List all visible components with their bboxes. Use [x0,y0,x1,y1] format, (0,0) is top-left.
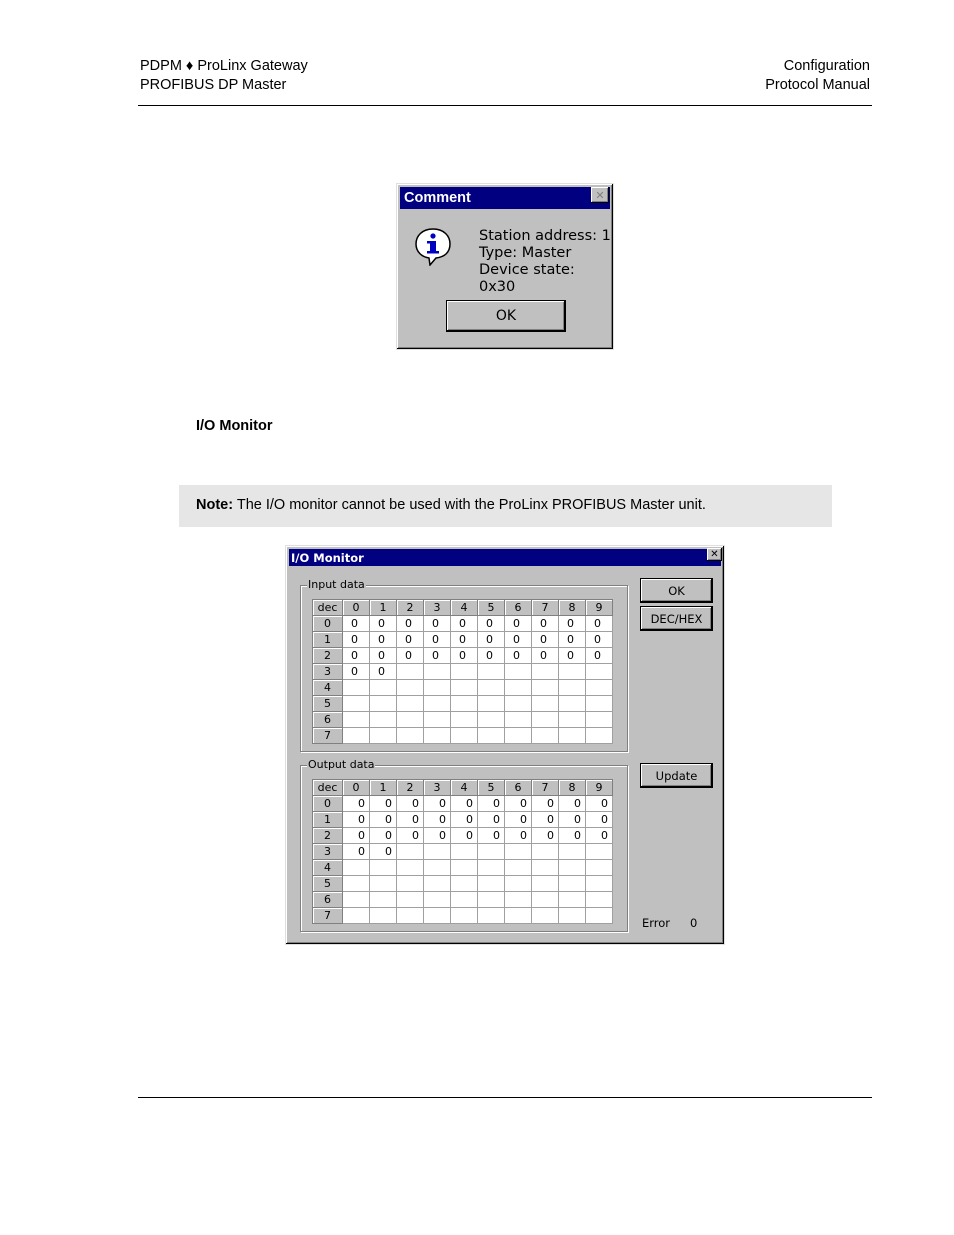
grid-column-header: 3 [424,780,451,796]
error-label: Error [642,916,671,930]
grid-cell[interactable] [505,728,532,744]
grid-cell[interactable]: 0 [424,616,451,632]
grid-cell[interactable]: 0 [370,796,397,812]
grid-cell[interactable] [424,892,451,908]
grid-cell[interactable]: 0 [370,844,397,860]
output-data-label: Output data [308,758,375,771]
grid-cell[interactable]: 0 [397,812,424,828]
grid-cell[interactable] [424,860,451,876]
grid-row-header: 7 [313,728,343,744]
grid-column-header: 5 [478,780,505,796]
output-data-grid[interactable] [312,779,613,924]
grid-row-header: 3 [313,664,343,680]
grid-cell[interactable] [370,908,397,924]
grid-cell[interactable]: 0 [478,812,505,828]
grid-cell[interactable]: 0 [343,632,370,648]
grid-cell[interactable]: 0 [478,648,505,664]
grid-row [313,616,613,632]
header-product: PDPM ♦ ProLinx Gateway [140,58,308,74]
grid-cell[interactable] [424,680,451,696]
grid-cell[interactable]: 0 [586,648,613,664]
grid-cell[interactable] [478,696,505,712]
grid-cell[interactable]: 0 [478,632,505,648]
grid-cell[interactable] [559,860,586,876]
section-title: I/O Monitor [196,418,273,434]
grid-cell[interactable] [451,844,478,860]
grid-cell[interactable]: 0 [343,616,370,632]
grid-cell[interactable]: 0 [532,812,559,828]
grid-cell[interactable] [397,892,424,908]
grid-cell[interactable]: 0 [424,632,451,648]
grid-column-header: 5 [478,600,505,616]
grid-cell[interactable] [370,876,397,892]
grid-cell[interactable] [586,876,613,892]
grid-cell[interactable] [343,860,370,876]
grid-cell[interactable]: 0 [370,812,397,828]
grid-cell[interactable] [370,680,397,696]
grid-cell[interactable] [532,728,559,744]
grid-cell[interactable]: 0 [532,828,559,844]
grid-cell[interactable] [478,712,505,728]
dec-hex-button[interactable]: DEC/HEX [641,607,712,630]
grid-cell[interactable] [505,844,532,860]
grid-cell[interactable]: 0 [559,796,586,812]
grid-cell[interactable] [559,680,586,696]
error-value: 0 [690,916,698,930]
grid-cell[interactable]: 0 [451,648,478,664]
grid-cell[interactable]: 0 [343,844,370,860]
grid-row [313,860,613,876]
grid-cell[interactable] [343,728,370,744]
grid-row [313,696,613,712]
grid-cell[interactable] [343,712,370,728]
grid-cell[interactable]: 0 [397,648,424,664]
grid-column-header: 7 [532,600,559,616]
grid-column-header: 0 [343,780,370,796]
grid-column-header: 1 [370,780,397,796]
grid-cell[interactable] [478,680,505,696]
grid-cell[interactable] [397,696,424,712]
grid-cell[interactable]: 0 [478,796,505,812]
grid-cell[interactable] [559,892,586,908]
grid-cell[interactable] [478,728,505,744]
grid-cell[interactable] [370,860,397,876]
grid-cell[interactable] [451,680,478,696]
grid-row [313,648,613,664]
comment-message [479,228,613,296]
grid-cell[interactable]: 0 [559,648,586,664]
grid-row [313,812,613,828]
grid-cell[interactable] [424,908,451,924]
grid-cell[interactable] [451,728,478,744]
grid-column-header: 6 [505,600,532,616]
output-data-group [300,758,628,932]
grid-cell[interactable]: 0 [424,828,451,844]
grid-cell[interactable]: 0 [505,828,532,844]
grid-cell[interactable] [424,696,451,712]
grid-cell[interactable]: 0 [505,632,532,648]
grid-cell[interactable]: 0 [559,812,586,828]
grid-cell[interactable]: 0 [586,632,613,648]
grid-cell[interactable]: 0 [559,828,586,844]
grid-cell[interactable]: 0 [505,812,532,828]
grid-row [313,712,613,728]
grid-cell[interactable]: 0 [370,664,397,680]
grid-cell[interactable]: 0 [343,812,370,828]
grid-column-header: 7 [532,780,559,796]
io-monitor-title: I/O Monitor [291,550,364,565]
grid-cell[interactable] [424,876,451,892]
grid-cell[interactable] [451,876,478,892]
grid-row-header: 2 [313,648,343,664]
grid-cell[interactable] [532,844,559,860]
grid-cell[interactable]: 0 [424,812,451,828]
comment-dialog [396,183,614,350]
grid-cell[interactable] [559,876,586,892]
grid-cell[interactable] [532,664,559,680]
grid-cell[interactable]: 0 [451,812,478,828]
info-icon [413,226,453,266]
grid-row-header: 5 [313,696,343,712]
grid-row-header: 4 [313,680,343,696]
grid-cell[interactable] [586,908,613,924]
comment-close-icon[interactable]: ✕ [591,187,609,203]
grid-cell[interactable] [478,908,505,924]
grid-cell[interactable] [505,860,532,876]
grid-cell[interactable]: 0 [424,648,451,664]
grid-cell[interactable] [397,712,424,728]
grid-cell[interactable]: 0 [559,632,586,648]
type-text: Type: Master [479,245,572,261]
grid-cell[interactable] [586,728,613,744]
grid-cell[interactable] [424,844,451,860]
comment-titlebar[interactable] [400,187,610,209]
grid-row [313,828,613,844]
grid-cell[interactable] [343,876,370,892]
grid-cell[interactable] [397,844,424,860]
grid-row-header: 6 [313,712,343,728]
grid-cell[interactable] [532,696,559,712]
grid-cell[interactable] [451,696,478,712]
grid-column-header: 9 [586,600,613,616]
grid-cell[interactable] [559,712,586,728]
grid-cell[interactable] [424,664,451,680]
grid-cell[interactable] [478,876,505,892]
grid-row [313,632,613,648]
grid-cell[interactable] [505,696,532,712]
grid-column-header: 0 [343,600,370,616]
grid-corner: dec [313,600,343,616]
grid-row [313,664,613,680]
grid-cell[interactable]: 0 [397,828,424,844]
device-state-text: Device state: 0x30 [479,262,575,295]
grid-cell[interactable]: 0 [370,648,397,664]
grid-cell[interactable] [532,680,559,696]
grid-row-header: 6 [313,892,343,908]
grid-cell[interactable]: 0 [586,828,613,844]
grid-cell[interactable]: 0 [478,828,505,844]
grid-cell[interactable] [451,664,478,680]
grid-cell[interactable]: 0 [451,828,478,844]
grid-cell[interactable]: 0 [532,796,559,812]
io-ok-button[interactable] [641,579,712,602]
note-label: Note: [196,497,234,513]
header-subtitle: PROFIBUS DP Master [140,77,287,93]
io-monitor-dialog [285,545,725,945]
grid-column-header: 4 [451,600,478,616]
grid-cell[interactable]: 0 [343,828,370,844]
grid-cell[interactable]: 0 [586,796,613,812]
grid-cell[interactable] [370,712,397,728]
grid-cell[interactable]: 0 [343,648,370,664]
grid-column-header: 4 [451,780,478,796]
grid-cell[interactable] [370,728,397,744]
grid-cell[interactable] [559,696,586,712]
grid-cell[interactable] [343,892,370,908]
comment-title: Comment [404,190,471,206]
grid-cell[interactable] [532,876,559,892]
grid-cell[interactable]: 0 [370,616,397,632]
grid-cell[interactable] [397,664,424,680]
grid-cell[interactable] [478,664,505,680]
grid-cell[interactable] [505,892,532,908]
grid-row-header: 1 [313,632,343,648]
grid-cell[interactable] [397,728,424,744]
grid-cell[interactable] [478,860,505,876]
grid-cell[interactable] [532,908,559,924]
grid-cell[interactable] [451,908,478,924]
grid-cell[interactable] [559,844,586,860]
grid-cell[interactable]: 0 [451,632,478,648]
grid-cell[interactable] [397,860,424,876]
grid-column-header: 8 [559,780,586,796]
grid-cell[interactable] [505,712,532,728]
grid-cell[interactable]: 0 [370,632,397,648]
grid-cell[interactable] [478,892,505,908]
grid-cell[interactable] [586,664,613,680]
grid-cell[interactable] [586,696,613,712]
grid-cell[interactable]: 0 [370,828,397,844]
grid-cell[interactable]: 0 [451,796,478,812]
grid-cell[interactable]: 0 [559,616,586,632]
grid-cell[interactable]: 0 [424,796,451,812]
grid-cell[interactable] [586,892,613,908]
grid-cell[interactable] [451,892,478,908]
grid-row [313,876,613,892]
grid-cell[interactable] [451,860,478,876]
grid-row [313,796,613,812]
page-header-left [140,57,308,95]
grid-row [313,728,613,744]
grid-column-header: 6 [505,780,532,796]
grid-cell[interactable] [343,908,370,924]
note-box [179,485,832,527]
grid-column-header: 9 [586,780,613,796]
grid-cell[interactable] [505,876,532,892]
grid-cell[interactable]: 0 [505,796,532,812]
grid-cell[interactable] [532,860,559,876]
grid-cell[interactable] [451,712,478,728]
grid-cell[interactable]: 0 [505,616,532,632]
io-monitor-close-icon[interactable]: ✕ [707,548,722,561]
input-data-grid[interactable] [312,599,613,744]
grid-cell[interactable]: 0 [586,616,613,632]
grid-row-header: 3 [313,844,343,860]
header-manual: Protocol Manual [765,77,870,93]
grid-row-header: 7 [313,908,343,924]
grid-cell[interactable]: 0 [343,796,370,812]
grid-row [313,844,613,860]
header-rule [138,105,872,106]
grid-cell[interactable]: 0 [478,616,505,632]
grid-row-header: 0 [313,616,343,632]
grid-cell[interactable] [424,712,451,728]
grid-cell[interactable] [586,712,613,728]
grid-cell[interactable]: 0 [532,648,559,664]
io-ok-label: OK [668,583,685,598]
grid-header-row [313,780,613,796]
update-button[interactable]: Update [641,764,712,787]
page-header-right [765,57,870,95]
io-monitor-titlebar[interactable] [289,549,721,566]
footer-rule [138,1097,872,1098]
input-data-label: Input data [308,578,365,591]
grid-corner: dec [313,780,343,796]
header-section: Configuration [783,58,870,74]
grid-cell[interactable] [397,908,424,924]
grid-cell[interactable] [478,844,505,860]
grid-cell[interactable] [559,908,586,924]
grid-cell[interactable]: 0 [532,632,559,648]
grid-column-header: 2 [397,780,424,796]
grid-cell[interactable] [370,892,397,908]
grid-cell[interactable] [505,680,532,696]
grid-row-header: 2 [313,828,343,844]
note-text: The I/O monitor cannot be used with the ProLinx PROFIBUS Master unit. [236,497,706,513]
grid-cell[interactable] [397,876,424,892]
grid-cell[interactable]: 0 [505,648,532,664]
grid-cell[interactable] [505,664,532,680]
grid-cell[interactable] [559,728,586,744]
grid-cell[interactable] [586,860,613,876]
grid-row-header: 5 [313,876,343,892]
grid-column-header: 2 [397,600,424,616]
grid-cell[interactable] [370,696,397,712]
grid-cell[interactable]: 0 [397,796,424,812]
station-address-text: Station address: 1 [479,228,611,244]
grid-cell[interactable] [532,892,559,908]
grid-cell[interactable] [505,908,532,924]
grid-cell[interactable]: 0 [397,632,424,648]
grid-row [313,680,613,696]
input-data-group [300,578,628,752]
grid-cell[interactable] [586,680,613,696]
grid-cell[interactable] [532,712,559,728]
grid-cell[interactable] [397,680,424,696]
grid-row [313,908,613,924]
grid-cell[interactable] [559,664,586,680]
error-readout [642,916,697,930]
grid-cell[interactable]: 0 [451,616,478,632]
grid-cell[interactable]: 0 [397,616,424,632]
grid-row-header: 1 [313,812,343,828]
grid-cell[interactable]: 0 [586,812,613,828]
grid-column-header: 1 [370,600,397,616]
grid-cell[interactable]: 0 [532,616,559,632]
grid-column-header: 8 [559,600,586,616]
grid-header-row [313,600,613,616]
grid-cell[interactable] [586,844,613,860]
grid-column-header: 3 [424,600,451,616]
grid-cell[interactable]: 0 [343,664,370,680]
grid-cell[interactable] [424,728,451,744]
grid-cell[interactable] [343,680,370,696]
grid-row-header: 4 [313,860,343,876]
grid-row-header: 0 [313,796,343,812]
grid-cell[interactable] [343,696,370,712]
comment-ok-button[interactable]: OK [447,301,565,331]
grid-row [313,892,613,908]
